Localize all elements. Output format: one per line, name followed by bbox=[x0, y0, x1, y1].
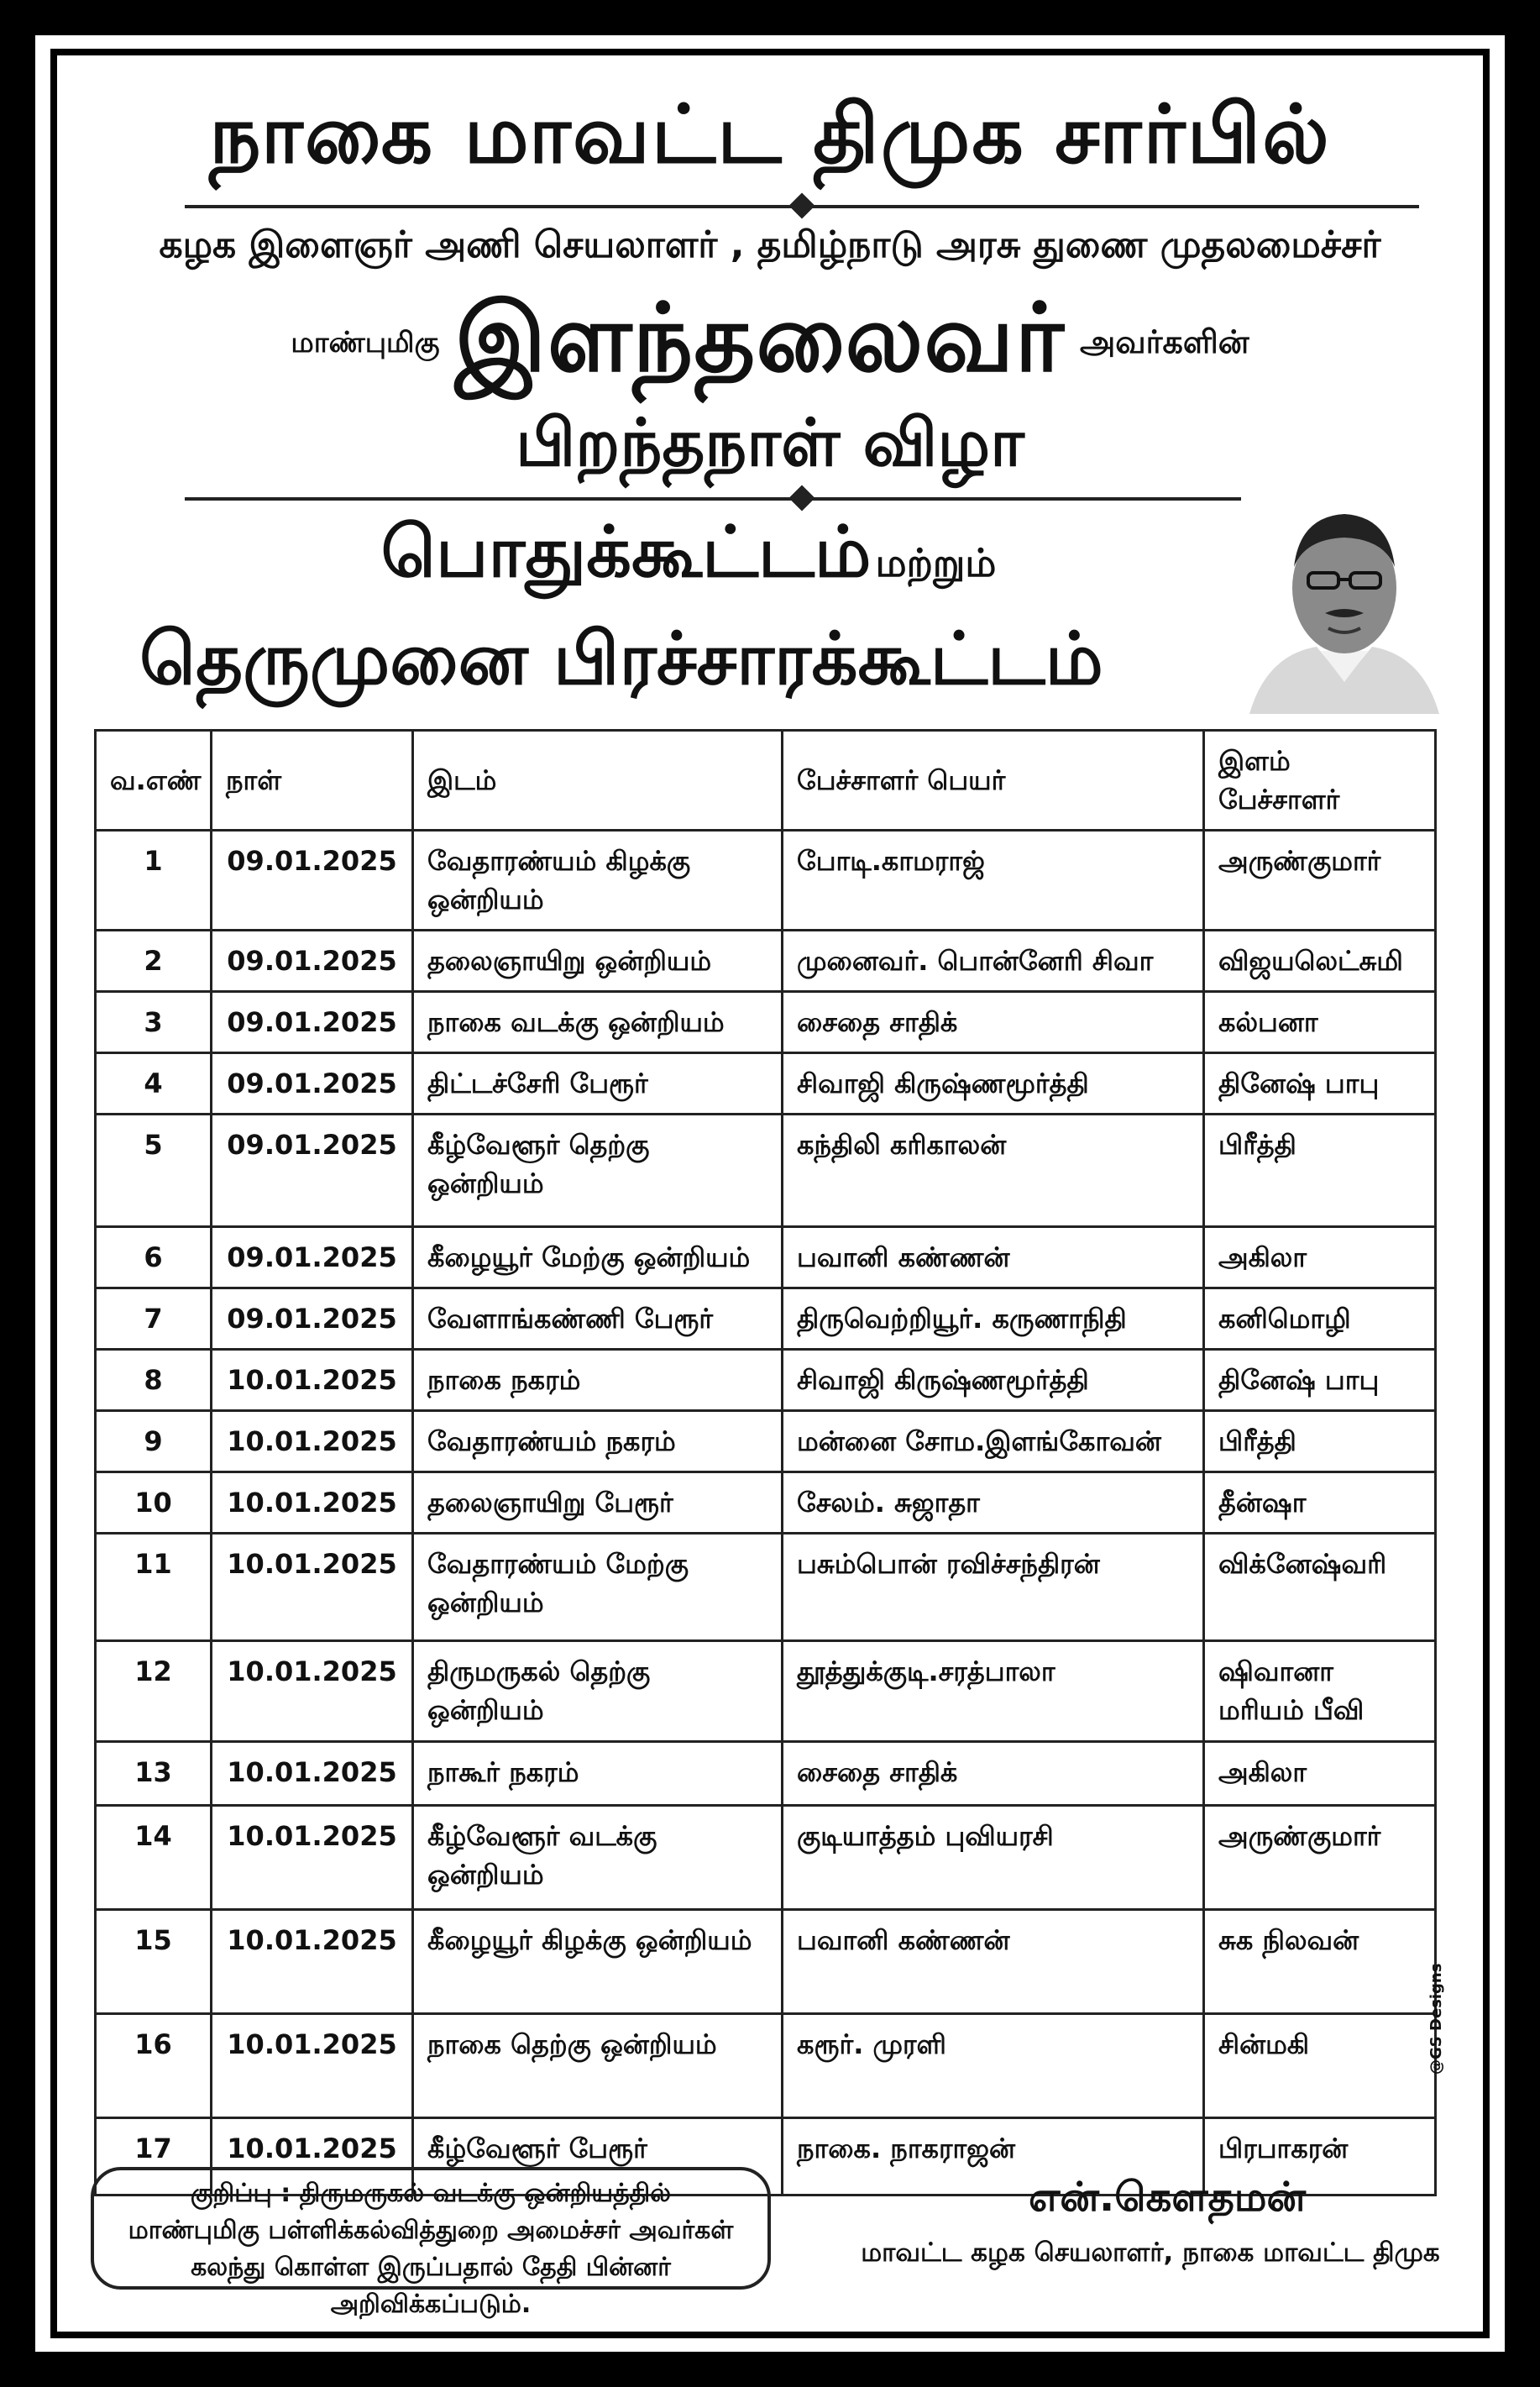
cell-date: 10.01.2025 bbox=[212, 1472, 413, 1534]
table-row bbox=[96, 1534, 1436, 1641]
cell-young-speaker: அகிலா bbox=[1204, 1227, 1436, 1288]
cell-place: வேதாரண்யம் நகரம் bbox=[413, 1411, 783, 1472]
cell-place: நாகை தெற்கு ஒன்றியம் bbox=[413, 2014, 783, 2118]
note-line: மாண்புமிகு பள்ளிக்கல்வித்துறை அமைச்சர் அவர்கள் bbox=[128, 2216, 734, 2245]
cell-young-speaker: விஜயலெட்சுமி bbox=[1204, 931, 1436, 992]
cell-speaker: கரூர். முரளி bbox=[783, 2014, 1204, 2118]
note-line: கலந்து கொள்ள இருப்பதால் தேதி பின்னர் அறிவிக்கப்படும். bbox=[191, 2253, 671, 2319]
cell-young-speaker: கல்பனா bbox=[1204, 992, 1436, 1053]
cell-serial: 5 bbox=[96, 1115, 212, 1227]
cell-young-speaker: சுக நிலவன் bbox=[1204, 1910, 1436, 2014]
cell-serial: 7 bbox=[96, 1288, 212, 1350]
cell-speaker: பவானி கண்ணன் bbox=[783, 1910, 1204, 2014]
signatory-title: மாவட்ட கழக செயலாளர், நாகை மாவட்ட திமுக bbox=[861, 2237, 1440, 2268]
cell-place: திருமருகல் தெற்கு ஒன்றியம் bbox=[413, 1641, 783, 1742]
table-row bbox=[96, 1806, 1436, 1910]
cell-place: வேளாங்கண்ணி பேரூர் bbox=[413, 1288, 783, 1350]
cell-date: 10.01.2025 bbox=[212, 1534, 413, 1641]
table-row bbox=[96, 1227, 1436, 1288]
table-row bbox=[96, 1115, 1436, 1227]
table-row bbox=[96, 1472, 1436, 1534]
cell-place: கீழையூர் மேற்கு ஒன்றியம் bbox=[413, 1227, 783, 1288]
meeting-label: பொதுக்கூட்டம் bbox=[380, 511, 872, 593]
cell-date: 09.01.2025 bbox=[212, 1288, 413, 1350]
cell-place: கீழையூர் கிழக்கு ஒன்றியம் bbox=[413, 1910, 783, 2014]
cell-speaker: சைதை சாதிக் bbox=[783, 992, 1204, 1053]
cell-young-speaker: அருண்குமார் bbox=[1204, 1806, 1436, 1910]
cell-serial: 13 bbox=[96, 1742, 212, 1806]
table-row bbox=[96, 992, 1436, 1053]
schedule-table bbox=[94, 729, 1437, 2196]
cell-date: 10.01.2025 bbox=[212, 1350, 413, 1411]
cell-speaker: சிவாஜி கிருஷ்ணமூர்த்தி bbox=[783, 1350, 1204, 1411]
cell-young-speaker: பிரீத்தி bbox=[1204, 1411, 1436, 1472]
table-row bbox=[96, 1910, 1436, 2014]
cell-place: கீழ்வேளூர் தெற்கு ஒன்றியம் bbox=[413, 1115, 783, 1227]
cell-place: நாகை வடக்கு ஒன்றியம் bbox=[413, 992, 783, 1053]
cell-date: 10.01.2025 bbox=[212, 2014, 413, 2118]
street-meeting-title: தெருமுனை பிரச்சாரக்கூட்டம் bbox=[139, 617, 1103, 701]
cell-place: திட்டச்சேரி பேரூர் bbox=[413, 1053, 783, 1115]
cell-speaker: கந்திலி கரிகாலன் bbox=[783, 1115, 1204, 1227]
header-serial: வ.எண் bbox=[96, 731, 212, 831]
cell-serial: 15 bbox=[96, 1910, 212, 2014]
header-speaker: பேச்சாளர் பெயர் bbox=[783, 731, 1204, 831]
cell-young-speaker: விக்னேஷ்வரி bbox=[1204, 1534, 1436, 1641]
and-label: மற்றும் bbox=[875, 540, 997, 585]
cell-place: கீழ்வேளூர் வடக்கு ஒன்றியம் bbox=[413, 1806, 783, 1910]
cell-date: 10.01.2025 bbox=[212, 1641, 413, 1742]
cell-date: 10.01.2025 bbox=[212, 1742, 413, 1806]
header-place: இடம் bbox=[413, 731, 783, 831]
cell-young-speaker: ஷிவானா மரியம் பீவி bbox=[1204, 1641, 1436, 1742]
cell-speaker: முனைவர். பொன்னேரி சிவா bbox=[783, 931, 1204, 992]
cell-young-speaker: சின்மகி bbox=[1204, 2014, 1436, 2118]
cell-speaker: பசும்பொன் ரவிச்சந்திரன் bbox=[783, 1534, 1204, 1641]
table-header-row bbox=[96, 731, 1436, 831]
cell-date: 09.01.2025 bbox=[212, 1115, 413, 1227]
cell-speaker: சிவாஜி கிருஷ்ணமூர்த்தி bbox=[783, 1053, 1204, 1115]
cell-serial: 10 bbox=[96, 1472, 212, 1534]
cell-date: 10.01.2025 bbox=[212, 1910, 413, 2014]
cell-date: 09.01.2025 bbox=[212, 931, 413, 992]
header-young-speaker: இளம் பேச்சாளர் bbox=[1204, 731, 1436, 831]
cell-date: 10.01.2025 bbox=[212, 1806, 413, 1910]
leader-photo bbox=[1241, 487, 1448, 714]
cell-young-speaker: பிரபாகரன் bbox=[1204, 2118, 1436, 2196]
cell-speaker: நாகை. நாகராஜன் bbox=[783, 2118, 1204, 2196]
table-row bbox=[96, 1288, 1436, 1350]
table-row bbox=[96, 931, 1436, 992]
cell-serial: 1 bbox=[96, 831, 212, 931]
cell-speaker: திருவெற்றியூர். கருணாநிதி bbox=[783, 1288, 1204, 1350]
cell-date: 09.01.2025 bbox=[212, 1053, 413, 1115]
honorific: மாண்புமிகு bbox=[291, 326, 440, 359]
cell-speaker: மன்னை சோம.இளங்கோவன் bbox=[783, 1411, 1204, 1472]
cell-place: வேதாரண்யம் கிழக்கு ஒன்றியம் bbox=[413, 831, 783, 931]
designer-credit: @GS Designs bbox=[1427, 1963, 1445, 2075]
table-row bbox=[96, 1350, 1436, 1411]
leader-name: இளந்தலைவர் bbox=[454, 283, 1065, 393]
event-title: பிறந்தநாள் விழா bbox=[516, 406, 1024, 481]
meeting-line bbox=[0, 511, 1377, 603]
cell-serial: 2 bbox=[96, 931, 212, 992]
cell-date: 09.01.2025 bbox=[212, 1227, 413, 1288]
cell-young-speaker: தினேஷ் பாபு bbox=[1204, 1053, 1436, 1115]
cell-date: 09.01.2025 bbox=[212, 831, 413, 931]
table-row bbox=[96, 1053, 1436, 1115]
cell-serial: 12 bbox=[96, 1641, 212, 1742]
cell-date: 10.01.2025 bbox=[212, 2118, 413, 2196]
main-title: நாகை மாவட்ட திமுக சார்பில் bbox=[209, 87, 1331, 181]
cell-young-speaker: பிரீத்தி bbox=[1204, 1115, 1436, 1227]
cell-young-speaker: தீன்ஷா bbox=[1204, 1472, 1436, 1534]
cell-date: 09.01.2025 bbox=[212, 992, 413, 1053]
cell-young-speaker: அருண்குமார் bbox=[1204, 831, 1436, 931]
cell-serial: 14 bbox=[96, 1806, 212, 1910]
cell-young-speaker: அகிலா bbox=[1204, 1742, 1436, 1806]
cell-speaker: சேலம். சுஜாதா bbox=[783, 1472, 1204, 1534]
cell-serial: 11 bbox=[96, 1534, 212, 1641]
cell-serial: 8 bbox=[96, 1350, 212, 1411]
cell-speaker: சைதை சாதிக் bbox=[783, 1742, 1204, 1806]
cell-place: தலைஞாயிறு ஒன்றியம் bbox=[413, 931, 783, 992]
note-line: குறிப்பு : திருமருகல் வடக்கு ஒன்றியத்தில் bbox=[190, 2179, 672, 2208]
subtitle: கழக இளைஞர் அணி செயலாளர் , தமிழ்நாடு அரசு துணை முதலமைச்சர் bbox=[159, 223, 1381, 266]
cell-date: 10.01.2025 bbox=[212, 1411, 413, 1472]
cell-serial: 4 bbox=[96, 1053, 212, 1115]
signatory-name: என்.கௌதமன் bbox=[1028, 2174, 1307, 2221]
cell-speaker: தூத்துக்குடி.சரத்பாலா bbox=[783, 1641, 1204, 1742]
cell-serial: 9 bbox=[96, 1411, 212, 1472]
table-row bbox=[96, 831, 1436, 931]
table-row bbox=[96, 1411, 1436, 1472]
cell-speaker: போடி.காமராஜ் bbox=[783, 831, 1204, 931]
cell-serial: 6 bbox=[96, 1227, 212, 1288]
cell-place: வேதாரண்யம் மேற்கு ஒன்றியம் bbox=[413, 1534, 783, 1641]
note-box bbox=[91, 2167, 771, 2319]
cell-place: தலைஞாயிறு பேரூர் bbox=[413, 1472, 783, 1534]
cell-young-speaker: கனிமொழி bbox=[1204, 1288, 1436, 1350]
table-row bbox=[96, 2014, 1436, 2118]
cell-serial: 3 bbox=[96, 992, 212, 1053]
cell-speaker: குடியாத்தம் புவியரசி bbox=[783, 1806, 1204, 1910]
cell-place: நாகை நகரம் bbox=[413, 1350, 783, 1411]
leader-line bbox=[0, 283, 1540, 403]
table-row bbox=[96, 1742, 1436, 1806]
cell-place: நாகூர் நகரம் bbox=[413, 1742, 783, 1806]
possessive: அவர்களின் bbox=[1080, 323, 1249, 360]
table-row bbox=[96, 1641, 1436, 1742]
cell-serial: 17 bbox=[96, 2118, 212, 2196]
cell-serial: 16 bbox=[96, 2014, 212, 2118]
cell-place: கீழ்வேளூர் பேரூர் bbox=[413, 2118, 783, 2196]
cell-speaker: பவானி கண்ணன் bbox=[783, 1227, 1204, 1288]
portrait-icon bbox=[1241, 487, 1448, 714]
header-date: நாள் bbox=[212, 731, 413, 831]
cell-young-speaker: தினேஷ் பாபு bbox=[1204, 1350, 1436, 1411]
